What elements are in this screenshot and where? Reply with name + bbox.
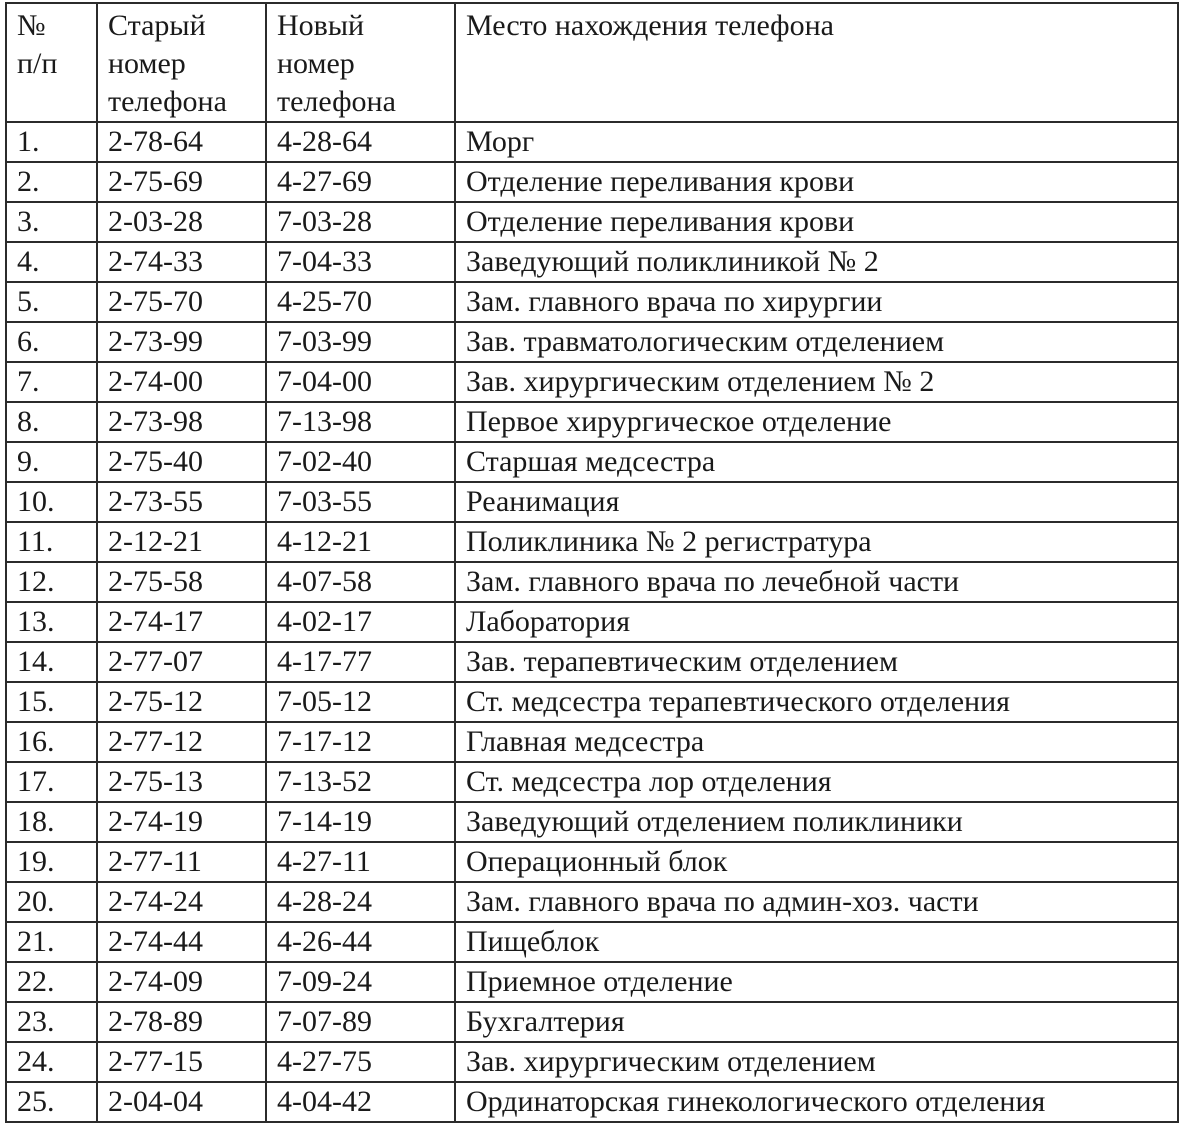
old-phone-cell: 2-75-40 (97, 442, 266, 482)
table-row (6, 402, 1178, 442)
table-row (6, 442, 1178, 482)
new-phone-cell: 7-13-98 (266, 402, 455, 442)
old-phone-cell: 2-74-09 (97, 962, 266, 1002)
location-cell: Лаборатория (455, 602, 1178, 642)
location-cell: Ординаторская гинекологического отделения (455, 1082, 1178, 1122)
table-row (6, 282, 1178, 322)
location-cell: Заведующий поликлиникой № 2 (455, 242, 1178, 282)
old-phone-cell: 2-78-89 (97, 1002, 266, 1042)
row-number-cell: 7. (6, 362, 97, 402)
row-number-cell: 25. (6, 1082, 97, 1122)
new-phone-cell: 4-27-75 (266, 1042, 455, 1082)
new-phone-cell: 4-27-69 (266, 162, 455, 202)
row-number-cell: 14. (6, 642, 97, 682)
row-number-cell: 15. (6, 682, 97, 722)
new-phone-cell: 7-04-33 (266, 242, 455, 282)
header-old-line: Старый (108, 9, 206, 42)
header-row (6, 3, 1178, 122)
new-phone-cell: 7-17-12 (266, 722, 455, 762)
phone-directory-sheet (5, 2, 1177, 1123)
old-phone-cell: 2-75-69 (97, 162, 266, 202)
row-number-cell: 13. (6, 602, 97, 642)
old-phone-cell: 2-74-17 (97, 602, 266, 642)
location-cell: Операционный блок (455, 842, 1178, 882)
old-phone-cell: 2-74-24 (97, 882, 266, 922)
new-phone-cell: 7-03-55 (266, 482, 455, 522)
header-new-line: номер (277, 47, 355, 80)
new-phone-cell: 7-05-12 (266, 682, 455, 722)
location-cell: Зав. хирургическим отделением № 2 (455, 362, 1178, 402)
header-new-line: Новый (277, 9, 365, 42)
new-phone-cell: 4-02-17 (266, 602, 455, 642)
old-phone-cell: 2-74-19 (97, 802, 266, 842)
old-phone-cell: 2-12-21 (97, 522, 266, 562)
table-row (6, 722, 1178, 762)
new-phone-cell: 7-03-99 (266, 322, 455, 362)
location-cell: Морг (455, 122, 1178, 162)
header-number-line: № (17, 9, 46, 42)
new-phone-cell: 4-17-77 (266, 642, 455, 682)
header-number-line: п/п (17, 47, 58, 80)
header-old-line: телефона (108, 85, 227, 118)
location-cell: Старшая медсестра (455, 442, 1178, 482)
old-phone-cell: 2-77-07 (97, 642, 266, 682)
table-row (6, 242, 1178, 282)
row-number-cell: 9. (6, 442, 97, 482)
old-phone-cell: 2-03-28 (97, 202, 266, 242)
new-phone-cell: 4-28-24 (266, 882, 455, 922)
row-number-cell: 12. (6, 562, 97, 602)
old-phone-cell: 2-73-55 (97, 482, 266, 522)
row-number-cell: 10. (6, 482, 97, 522)
location-cell: Зам. главного врача по лечебной части (455, 562, 1178, 602)
table-row (6, 482, 1178, 522)
old-phone-cell: 2-77-12 (97, 722, 266, 762)
old-phone-cell: 2-73-99 (97, 322, 266, 362)
table-row (6, 682, 1178, 722)
location-cell: Реанимация (455, 482, 1178, 522)
new-phone-cell: 4-25-70 (266, 282, 455, 322)
table-row (6, 962, 1178, 1002)
new-phone-cell: 4-07-58 (266, 562, 455, 602)
location-cell: Приемное отделение (455, 962, 1178, 1002)
old-phone-cell: 2-77-15 (97, 1042, 266, 1082)
new-phone-cell: 4-12-21 (266, 522, 455, 562)
location-cell: Зам. главного врача по хирургии (455, 282, 1178, 322)
table-body (6, 122, 1178, 1122)
header-number (6, 3, 97, 122)
old-phone-cell: 2-75-12 (97, 682, 266, 722)
old-phone-cell: 2-74-44 (97, 922, 266, 962)
table-row (6, 842, 1178, 882)
row-number-cell: 2. (6, 162, 97, 202)
table-row (6, 322, 1178, 362)
new-phone-cell: 7-09-24 (266, 962, 455, 1002)
new-phone-cell: 7-04-00 (266, 362, 455, 402)
row-number-cell: 18. (6, 802, 97, 842)
row-number-cell: 1. (6, 122, 97, 162)
row-number-cell: 24. (6, 1042, 97, 1082)
table-row (6, 922, 1178, 962)
location-cell: Главная медсестра (455, 722, 1178, 762)
new-phone-cell: 4-27-11 (266, 842, 455, 882)
location-cell: Отделение переливания крови (455, 202, 1178, 242)
table-row (6, 882, 1178, 922)
table-row (6, 1082, 1178, 1122)
new-phone-cell: 7-03-28 (266, 202, 455, 242)
row-number-cell: 22. (6, 962, 97, 1002)
location-cell: Отделение переливания крови (455, 162, 1178, 202)
row-number-cell: 5. (6, 282, 97, 322)
row-number-cell: 16. (6, 722, 97, 762)
new-phone-cell: 7-07-89 (266, 1002, 455, 1042)
table-row (6, 122, 1178, 162)
table-row (6, 202, 1178, 242)
old-phone-cell: 2-75-58 (97, 562, 266, 602)
old-phone-cell: 2-78-64 (97, 122, 266, 162)
row-number-cell: 6. (6, 322, 97, 362)
old-phone-cell: 2-74-33 (97, 242, 266, 282)
row-number-cell: 17. (6, 762, 97, 802)
location-cell: Ст. медсестра терапевтического отделения (455, 682, 1178, 722)
row-number-cell: 20. (6, 882, 97, 922)
row-number-cell: 23. (6, 1002, 97, 1042)
header-old-number (97, 3, 266, 122)
new-phone-cell: 4-26-44 (266, 922, 455, 962)
location-cell: Зав. хирургическим отделением (455, 1042, 1178, 1082)
header-old-line: номер (108, 47, 186, 80)
header-location (455, 3, 1178, 122)
table-row (6, 642, 1178, 682)
location-cell: Зав. травматологическим отделением (455, 322, 1178, 362)
old-phone-cell: 2-74-00 (97, 362, 266, 402)
location-cell: Зав. терапевтическим отделением (455, 642, 1178, 682)
new-phone-cell: 4-04-42 (266, 1082, 455, 1122)
table-header (6, 3, 1178, 122)
header-location-line: Место нахождения телефона (466, 9, 834, 42)
table-row (6, 562, 1178, 602)
old-phone-cell: 2-75-70 (97, 282, 266, 322)
new-phone-cell: 7-14-19 (266, 802, 455, 842)
new-phone-cell: 7-02-40 (266, 442, 455, 482)
table-row (6, 802, 1178, 842)
table-row (6, 362, 1178, 402)
location-cell: Поликлиника № 2 регистратура (455, 522, 1178, 562)
new-phone-cell: 7-13-52 (266, 762, 455, 802)
old-phone-cell: 2-75-13 (97, 762, 266, 802)
new-phone-cell: 4-28-64 (266, 122, 455, 162)
old-phone-cell: 2-77-11 (97, 842, 266, 882)
row-number-cell: 8. (6, 402, 97, 442)
location-cell: Зам. главного врача по админ-хоз. части (455, 882, 1178, 922)
table-row (6, 602, 1178, 642)
location-cell: Бухгалтерия (455, 1002, 1178, 1042)
row-number-cell: 4. (6, 242, 97, 282)
header-new-number (266, 3, 455, 122)
table-row (6, 162, 1178, 202)
table-row (6, 522, 1178, 562)
row-number-cell: 11. (6, 522, 97, 562)
old-phone-cell: 2-73-98 (97, 402, 266, 442)
row-number-cell: 3. (6, 202, 97, 242)
row-number-cell: 21. (6, 922, 97, 962)
location-cell: Заведующий отделением поликлиники (455, 802, 1178, 842)
table-row (6, 1002, 1178, 1042)
location-cell: Пищеблок (455, 922, 1178, 962)
header-new-line: телефона (277, 85, 396, 118)
table-row (6, 762, 1178, 802)
old-phone-cell: 2-04-04 (97, 1082, 266, 1122)
row-number-cell: 19. (6, 842, 97, 882)
table-row (6, 1042, 1178, 1082)
location-cell: Ст. медсестра лор отделения (455, 762, 1178, 802)
phone-number-table (5, 2, 1179, 1123)
location-cell: Первое хирургическое отделение (455, 402, 1178, 442)
